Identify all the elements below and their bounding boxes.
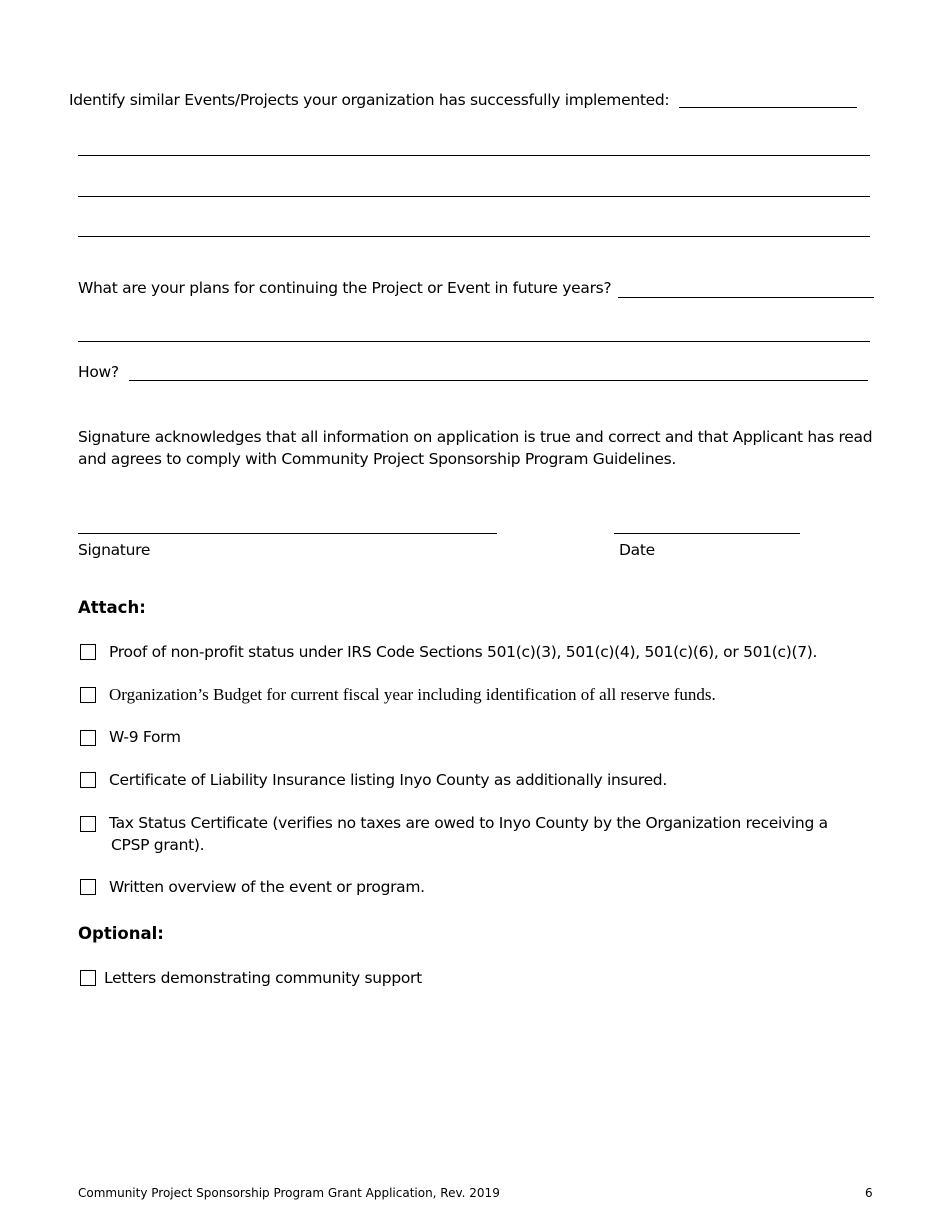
optional-checkbox-community-support[interactable] — [80, 970, 96, 986]
attach-item-budget: Organization’s Budget for current fiscal year including identification of all reserve funds. — [109, 685, 716, 704]
attach-item-written-overview: Written overview of the event or program. — [109, 878, 425, 896]
attach-item-w9: W-9 Form — [109, 728, 181, 746]
attach-item-tax-status: Tax Status Certificate (verifies no taxes are owed to Inyo County by the Organization receiving a — [109, 814, 828, 832]
future-plans-question: What are your plans for continuing the Project or Event in future years? — [78, 279, 612, 297]
footer-title: Community Project Sponsorship Program Grant Application, Rev. 2019 — [78, 1186, 500, 1200]
attach-checkbox-written-overview[interactable] — [80, 879, 96, 895]
signature-label: Signature — [78, 541, 151, 559]
attach-checkbox-w9[interactable] — [80, 730, 96, 746]
attach-item-liability-insurance: Certificate of Liability Insurance listing Inyo County as additionally insured. — [109, 771, 667, 789]
date-line[interactable] — [614, 533, 800, 534]
future-plans-answer-line-1[interactable] — [618, 297, 874, 298]
similar-projects-question: Identify similar Events/Projects your organization has successfully implemented: — [69, 91, 670, 109]
attach-checkbox-budget[interactable] — [80, 687, 96, 703]
acknowledgement-line-1: Signature acknowledges that all information on application is true and correct and that Applicant has read — [78, 428, 873, 446]
page-number: 6 — [865, 1186, 873, 1200]
similar-projects-answer-line-1[interactable] — [679, 107, 857, 108]
acknowledgement-line-2: and agrees to comply with Community Project Sponsorship Program Guidelines. — [78, 450, 676, 468]
how-answer-line[interactable] — [129, 380, 868, 381]
attach-checkbox-nonprofit-status[interactable] — [80, 644, 96, 660]
attach-item-tax-status-line-2: CPSP grant). — [111, 836, 205, 854]
how-question: How? — [78, 363, 119, 381]
attach-heading: Attach: — [78, 598, 146, 617]
attach-checkbox-tax-status[interactable] — [80, 816, 96, 832]
date-label: Date — [619, 541, 655, 559]
signature-line[interactable] — [78, 533, 497, 534]
attach-item-nonprofit-status: Proof of non-profit status under IRS Code Sections 501(c)(3), 501(c)(4), 501(c)(6), or 501(c)(7). — [109, 643, 818, 661]
optional-heading: Optional: — [78, 924, 164, 943]
similar-projects-answer-line-2[interactable] — [78, 155, 870, 156]
attach-checkbox-liability-insurance[interactable] — [80, 772, 96, 788]
future-plans-answer-line-2[interactable] — [78, 341, 870, 342]
similar-projects-answer-line-3[interactable] — [78, 196, 870, 197]
optional-item-community-support: Letters demonstrating community support — [104, 969, 422, 987]
similar-projects-answer-line-4[interactable] — [78, 236, 870, 237]
